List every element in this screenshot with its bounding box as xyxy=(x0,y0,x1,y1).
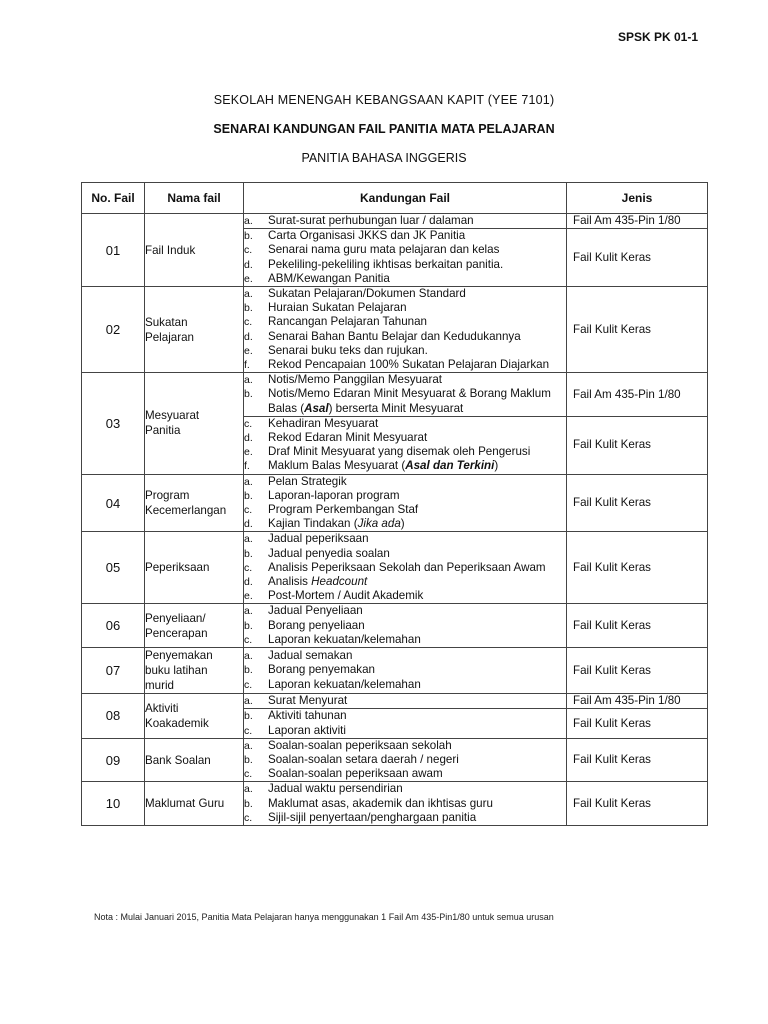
item-letter: b. xyxy=(244,664,253,677)
list-item xyxy=(244,753,566,767)
item-text xyxy=(268,445,566,459)
item-text xyxy=(268,344,566,358)
item-letter: c. xyxy=(244,811,253,824)
item-text-main: Rekod Pencapaian 100% Sukatan Pelajaran Diajarkan xyxy=(268,358,550,372)
item-letter: c. xyxy=(244,316,253,329)
file-number: 06 xyxy=(82,604,145,648)
file-contents xyxy=(244,738,567,782)
file-contents-table xyxy=(81,182,708,826)
table-header-row xyxy=(82,183,708,214)
item-text-tail: ) xyxy=(494,459,499,473)
item-text xyxy=(268,811,566,825)
item-letter: a. xyxy=(244,739,253,752)
file-number: 02 xyxy=(82,287,145,373)
item-letter: a. xyxy=(244,605,253,618)
file-contents xyxy=(244,694,567,739)
file-number: 03 xyxy=(82,373,145,474)
item-text-main: Jadual peperiksaan xyxy=(268,532,369,546)
item-letter: d. xyxy=(244,576,253,589)
item-letter: a. xyxy=(244,533,253,546)
header-file-no: No. Fail xyxy=(82,183,145,214)
list-item xyxy=(244,561,566,575)
file-number: 08 xyxy=(82,694,145,739)
item-letter: a. xyxy=(244,288,253,301)
list-item xyxy=(244,589,566,603)
item-text-main: Jadual Penyeliaan xyxy=(268,604,363,618)
item-text xyxy=(268,258,566,272)
item-text xyxy=(268,330,566,344)
school-name: SEKOLAH MENENGAH KEBANGSAAN KAPIT (YEE 7101) xyxy=(213,93,555,107)
file-number: 05 xyxy=(82,532,145,604)
list-item xyxy=(244,575,566,589)
list-item xyxy=(244,417,566,431)
file-name-line: Penyemakan xyxy=(145,649,213,663)
file-name-line: Sukatan xyxy=(145,315,188,329)
file-name-line: Program xyxy=(145,489,190,503)
contents-list xyxy=(244,739,566,782)
contents-list xyxy=(244,532,566,603)
file-number: 09 xyxy=(82,738,145,782)
file-contents xyxy=(244,287,567,373)
file-name xyxy=(145,782,244,826)
list-item xyxy=(244,344,566,358)
file-type-value: Fail Kulit Keras xyxy=(573,322,651,336)
item-text-main: Rekod Edaran Minit Mesyuarat xyxy=(268,431,428,445)
file-contents xyxy=(244,648,567,694)
file-type-value: Fail Am 435-Pin 1/80 xyxy=(573,214,681,228)
item-letter: b. xyxy=(244,710,253,723)
contents-list xyxy=(244,649,566,692)
item-text-emphasis: Asal xyxy=(304,401,329,415)
contents-list xyxy=(244,694,566,708)
item-text-main: Soalan-soalan setara daerah / negeri xyxy=(268,752,459,766)
list-item xyxy=(244,373,566,387)
item-letter: d. xyxy=(244,330,253,343)
contents-list xyxy=(244,604,566,647)
item-text-main: Post-Mortem / Audit Akademik xyxy=(268,589,424,603)
file-type-value: Fail Kulit Keras xyxy=(573,560,651,574)
item-text-main: Pelan Strategik xyxy=(268,474,347,488)
item-letter: b. xyxy=(244,547,253,560)
item-text-main: Jadual semakan xyxy=(268,649,353,663)
file-name-line: Bank Soalan xyxy=(145,753,211,767)
item-text xyxy=(268,547,566,561)
item-text-main: Sukatan Pelajaran/Dokumen Standard xyxy=(268,287,466,301)
table-body xyxy=(82,214,708,826)
item-letter: e. xyxy=(244,344,253,357)
item-letter: f. xyxy=(244,460,250,473)
contents-list xyxy=(244,373,566,416)
item-letter: b. xyxy=(244,388,253,401)
file-contents xyxy=(244,214,567,287)
file-name-line: Mesyuarat xyxy=(145,409,200,423)
item-text xyxy=(268,767,566,781)
item-text xyxy=(268,663,566,677)
item-text-main: Jadual penyedia soalan xyxy=(268,546,390,560)
file-type-value: Fail Kulit Keras xyxy=(567,708,707,737)
item-letter: b. xyxy=(244,753,253,766)
item-text xyxy=(268,301,566,315)
file-type xyxy=(567,604,708,648)
file-name-line: Kecemerlangan xyxy=(145,504,227,518)
file-type-value: Fail Kulit Keras xyxy=(573,496,651,510)
file-name-line: Aktiviti xyxy=(145,701,179,715)
item-text xyxy=(268,517,566,531)
list-item xyxy=(244,258,566,272)
item-text xyxy=(268,417,566,431)
item-text xyxy=(268,561,566,575)
item-letter: a. xyxy=(244,374,253,387)
item-text xyxy=(268,431,566,445)
file-type xyxy=(567,694,708,739)
footnote: Nota : Mulai Januari 2015, Panitia Mata Pelajaran hanya menggunakan 1 Fail Am 435-Pin1/80 untuk semua urusan xyxy=(94,912,554,922)
item-text xyxy=(268,753,566,767)
table-row xyxy=(82,694,708,739)
item-text-main: Maklumat asas, akademik dan ikhtisas guru xyxy=(268,796,493,810)
file-type-value: Fail Kulit Keras xyxy=(567,228,707,286)
item-letter: c. xyxy=(244,504,253,517)
item-text-main: Laporan-laporan program xyxy=(268,488,400,502)
item-text xyxy=(268,387,566,415)
table-row xyxy=(82,373,708,474)
item-letter: e. xyxy=(244,446,253,459)
item-text-tail: ) berserta Minit Mesyuarat xyxy=(328,401,464,415)
list-item xyxy=(244,604,566,618)
item-text-main: Laporan kekuatan/kelemahan xyxy=(268,632,421,646)
file-type-value: Fail Kulit Keras xyxy=(573,663,651,677)
item-letter: b. xyxy=(244,302,253,315)
item-text-main: Kehadiran Mesyuarat xyxy=(268,416,379,430)
file-name-line: Pelajaran xyxy=(145,330,194,344)
item-text-main: Huraian Sukatan Pelajaran xyxy=(268,301,407,315)
header-file-type: Jenis xyxy=(567,183,708,214)
list-item xyxy=(244,387,566,415)
item-text xyxy=(268,532,566,546)
item-text xyxy=(268,619,566,633)
list-item xyxy=(244,649,566,663)
item-text-main: Soalan-soalan peperiksaan sekolah xyxy=(268,738,452,752)
list-item xyxy=(244,724,566,738)
list-item xyxy=(244,619,566,633)
table-row xyxy=(82,604,708,648)
item-letter: a. xyxy=(244,650,253,663)
item-text xyxy=(268,649,566,663)
list-item xyxy=(244,767,566,781)
file-contents xyxy=(244,782,567,826)
header-file-contents: Kandungan Fail xyxy=(244,183,567,214)
item-text xyxy=(268,604,566,618)
item-letter: d. xyxy=(244,258,253,271)
item-text xyxy=(268,373,566,387)
table-row xyxy=(82,532,708,604)
item-text-main: Senarai Bahan Bantu Belajar dan Kedudukannya xyxy=(268,329,521,343)
table-row xyxy=(82,287,708,373)
item-text xyxy=(268,694,566,708)
item-letter: b. xyxy=(244,489,253,502)
file-type xyxy=(567,474,708,532)
item-text-main: Jadual waktu persendirian xyxy=(268,782,403,796)
contents-list xyxy=(244,782,566,825)
item-text-main: Senarai nama guru mata pelajaran dan kelas xyxy=(268,243,500,257)
item-text-emphasis: Asal dan Terkini xyxy=(405,459,495,473)
file-type xyxy=(567,287,708,373)
file-name-line: Maklumat Guru xyxy=(145,797,225,811)
list-item xyxy=(244,503,566,517)
list-item xyxy=(244,811,566,825)
file-type xyxy=(567,782,708,826)
item-text xyxy=(268,633,566,647)
item-letter: a. xyxy=(244,695,253,708)
item-text xyxy=(268,358,566,372)
file-contents xyxy=(244,604,567,648)
contents-list xyxy=(244,708,566,737)
file-name xyxy=(145,604,244,648)
list-item xyxy=(244,358,566,372)
item-text-main: Surat-surat perhubungan luar / dalaman xyxy=(268,214,474,227)
item-text-main: Sijil-sijil penyertaan/penghargaan panitia xyxy=(268,810,477,824)
item-text xyxy=(268,724,566,738)
item-letter: c. xyxy=(244,724,253,737)
list-item xyxy=(244,782,566,796)
item-text-main: Analisis xyxy=(268,575,312,589)
item-letter: a. xyxy=(244,475,253,488)
file-number: 04 xyxy=(82,474,145,532)
item-letter: a. xyxy=(244,783,253,796)
item-text-main: ABM/Kewangan Panitia xyxy=(268,271,390,285)
file-type xyxy=(567,214,708,287)
item-letter: c. xyxy=(244,633,253,646)
file-type-value: Fail Am 435-Pin 1/80 xyxy=(573,694,681,708)
item-text xyxy=(268,315,566,329)
item-text-main: Senarai buku teks dan rujukan. xyxy=(268,343,428,357)
item-letter: b. xyxy=(244,230,253,243)
list-item xyxy=(244,532,566,546)
list-item xyxy=(244,797,566,811)
file-type-value: Fail Am 435-Pin 1/80 xyxy=(573,387,681,401)
table-row xyxy=(82,738,708,782)
list-item xyxy=(244,330,566,344)
list-item xyxy=(244,678,566,692)
item-text-main: Soalan-soalan peperiksaan awam xyxy=(268,767,443,781)
list-item xyxy=(244,739,566,753)
file-name-line: murid xyxy=(145,679,174,693)
item-text xyxy=(268,782,566,796)
file-type-value: Fail Kulit Keras xyxy=(573,796,651,810)
item-letter: d. xyxy=(244,432,253,445)
file-type xyxy=(567,648,708,694)
file-type xyxy=(567,738,708,782)
item-text-main: Notis/Memo Panggilan Mesyuarat xyxy=(268,373,442,387)
item-text xyxy=(268,214,566,228)
item-text-emphasis: Headcount xyxy=(311,575,368,589)
item-letter: b. xyxy=(244,619,253,632)
file-name xyxy=(145,214,244,287)
file-contents xyxy=(244,474,567,532)
item-text xyxy=(268,243,566,257)
item-text xyxy=(268,503,566,517)
item-text-main: Borang penyeliaan xyxy=(268,618,365,632)
file-name-line: Peperiksaan xyxy=(145,561,210,575)
item-text xyxy=(268,475,566,489)
item-text-main: Analisis Peperiksaan Sekolah dan Peperiksaan Awam xyxy=(268,560,546,574)
item-text xyxy=(268,797,566,811)
item-text-main: Kajian Tindakan ( xyxy=(268,517,358,531)
file-number: 01 xyxy=(82,214,145,287)
item-text xyxy=(268,272,566,286)
document-code: SPSK PK 01-1 xyxy=(617,30,698,44)
item-text xyxy=(268,489,566,503)
item-text-main: Borang penyemakan xyxy=(268,663,375,677)
list-item xyxy=(244,663,566,677)
item-letter: d. xyxy=(244,518,253,531)
item-text xyxy=(268,739,566,753)
item-text xyxy=(268,575,566,589)
contents-list xyxy=(244,475,566,532)
item-text-main: Laporan aktiviti xyxy=(268,723,346,737)
contents-list xyxy=(244,228,566,286)
item-text xyxy=(268,709,566,723)
table-row xyxy=(82,474,708,532)
contents-list xyxy=(244,214,566,228)
item-text-main: Carta Organisasi JKKS dan JK Panitia xyxy=(268,229,466,243)
table-row xyxy=(82,648,708,694)
list-item xyxy=(244,301,566,315)
file-name-line: Koakademik xyxy=(145,716,209,730)
file-number: 10 xyxy=(82,782,145,826)
item-text-emphasis: Jika ada xyxy=(357,517,401,531)
file-name xyxy=(145,373,244,474)
file-type xyxy=(567,373,708,474)
item-text xyxy=(268,287,566,301)
item-letter: e. xyxy=(244,272,253,285)
item-text-main: Notis/Memo Edaran Minit Mesyuarat & Borang Maklum Balas ( xyxy=(268,387,551,415)
list-item xyxy=(244,431,566,445)
item-text-main: Laporan kekuatan/kelemahan xyxy=(268,677,421,691)
item-text-main: Program Perkembangan Staf xyxy=(268,503,419,517)
list-item xyxy=(244,694,566,708)
list-item xyxy=(244,287,566,301)
file-type-value: Fail Kulit Keras xyxy=(573,618,651,632)
file-name xyxy=(145,738,244,782)
file-name xyxy=(145,694,244,739)
file-name xyxy=(145,287,244,373)
item-letter: c. xyxy=(244,561,253,574)
file-name-line: Pencerapan xyxy=(145,626,208,640)
list-item xyxy=(244,459,566,473)
table-row xyxy=(82,214,708,287)
item-text xyxy=(268,589,566,603)
item-text-tail: ) xyxy=(400,517,405,531)
list-item xyxy=(244,229,566,243)
item-text-main: Draf Minit Mesyuarat yang disemak oleh Pengerusi xyxy=(268,445,531,459)
list-item xyxy=(244,517,566,531)
contents-list xyxy=(244,287,566,372)
item-letter: f. xyxy=(244,359,250,372)
list-item xyxy=(244,315,566,329)
list-item xyxy=(244,214,566,228)
item-text xyxy=(268,459,566,473)
item-text-main: Rancangan Pelajaran Tahunan xyxy=(268,315,428,329)
file-name xyxy=(145,532,244,604)
list-item xyxy=(244,709,566,723)
item-letter: c. xyxy=(244,244,253,257)
list-item xyxy=(244,489,566,503)
item-letter: c. xyxy=(244,417,253,430)
list-item xyxy=(244,243,566,257)
item-text xyxy=(268,678,566,692)
document-subtitle: PANITIA BAHASA INGGERIS xyxy=(301,151,467,165)
contents-list xyxy=(244,416,566,474)
item-letter: b. xyxy=(244,797,253,810)
file-number: 07 xyxy=(82,648,145,694)
table-row xyxy=(82,782,708,826)
item-letter: c. xyxy=(244,678,253,691)
list-item xyxy=(244,445,566,459)
item-text xyxy=(268,229,566,243)
item-text-main: Pekeliling-pekeliling ikhtisas berkaitan panitia. xyxy=(268,257,504,271)
file-type-value: Fail Kulit Keras xyxy=(573,753,651,766)
item-letter: a. xyxy=(244,215,253,227)
file-contents xyxy=(244,373,567,474)
list-item xyxy=(244,633,566,647)
item-text-main: Surat Menyurat xyxy=(268,694,348,708)
list-item xyxy=(244,475,566,489)
item-text-main: Maklum Balas Mesyuarat ( xyxy=(268,459,406,473)
file-type xyxy=(567,532,708,604)
list-item xyxy=(244,272,566,286)
document-title: SENARAI KANDUNGAN FAIL PANITIA MATA PELAJARAN xyxy=(213,122,555,136)
item-letter: e. xyxy=(244,590,253,603)
list-item xyxy=(244,547,566,561)
file-type-value: Fail Kulit Keras xyxy=(567,416,707,474)
file-name xyxy=(145,648,244,694)
file-contents xyxy=(244,532,567,604)
file-name-line: buku latihan xyxy=(145,664,208,678)
file-name-line: Panitia xyxy=(145,424,181,438)
item-letter: c. xyxy=(244,768,253,781)
item-text-main: Aktiviti tahunan xyxy=(268,709,347,723)
header-file-name: Nama fail xyxy=(145,183,244,214)
file-name-line: Fail Induk xyxy=(145,243,196,257)
file-name xyxy=(145,474,244,532)
file-name-line: Penyeliaan/ xyxy=(145,611,206,625)
